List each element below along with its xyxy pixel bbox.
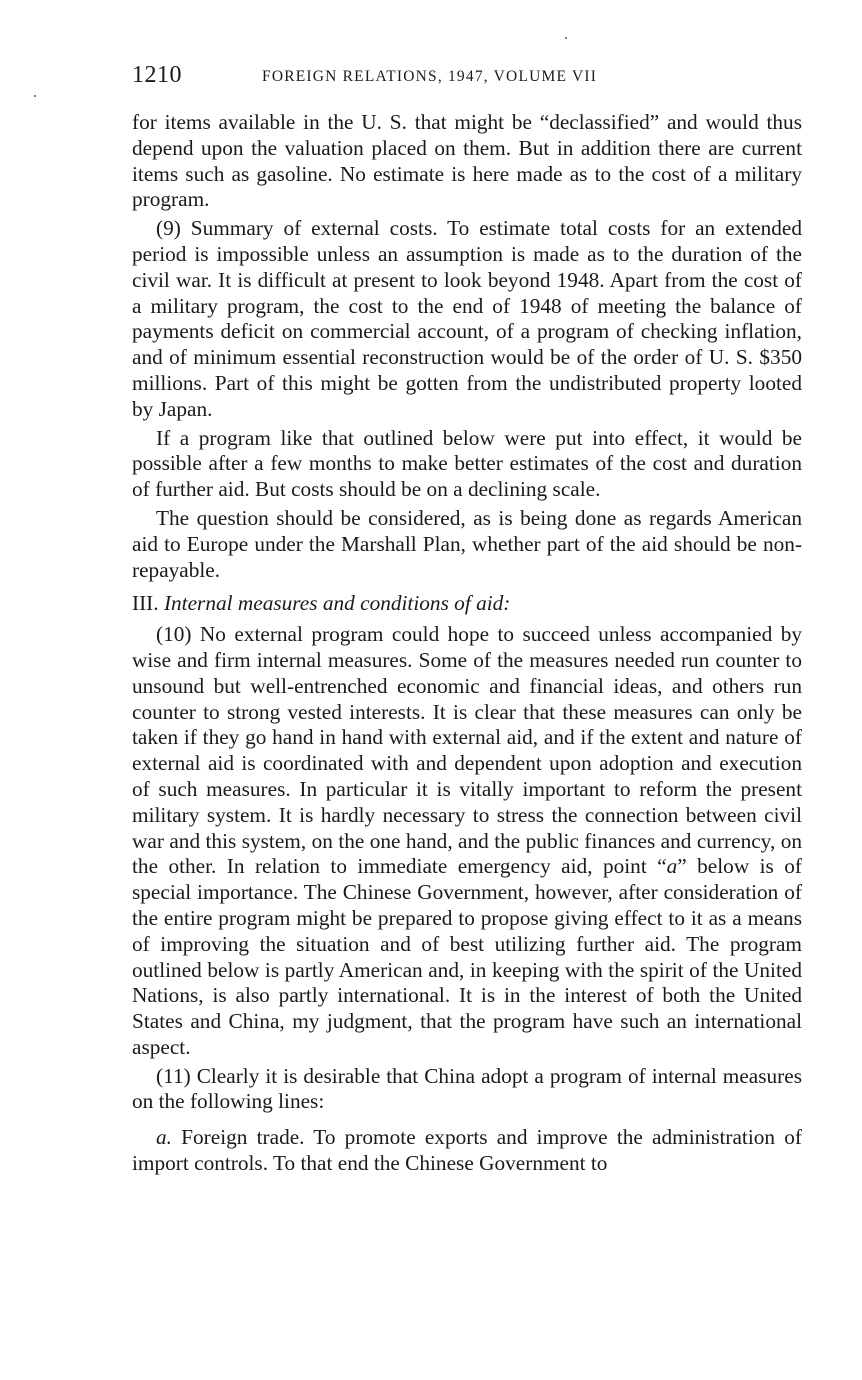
- section-title: Internal measures and conditions of aid:: [163, 591, 511, 616]
- document-page: [132, 62, 802, 1180]
- paragraph-continuation: for items available in the U. S. that might be “declassified” and would thus depend upon the valuation placed on them. But in addition there are current items such as gasoline. No estimate is here made as to the cost of a military program.: [132, 110, 802, 212]
- paragraph-text: (10) No external program could hope to succeed unless accompanied by wise and firm internal measures. Some of the measures needed run counter to unsound but well-entrenched economic and financial ideas, and others run counter to strong vested interests. It is clear that these measures can only be taken if they go hand in hand with external aid, and if the extent and nature of external aid is coordinated with and dependent upon adoption and execution of such measures. In particular it is vitally important to reform the present military system. It is hardly necessary to stress the connection between civil war and this system, on the one hand, and the public finances and currency, on the other. In relation to immediate emergency aid, point “: [132, 622, 802, 879]
- page-number: 1210: [132, 62, 182, 88]
- paragraph-marshall-plan: The question should be considered, as is being done as regards American aid to Europe under the Marshall Plan, whether part of the aid should be non-repayable.: [132, 505, 802, 582]
- item-label: a.: [156, 1125, 172, 1150]
- section-number: III.: [132, 591, 159, 616]
- paragraph-text: Foreign trade. To promote exports and improve the administration of import controls. To that end the Chinese Government to: [132, 1125, 802, 1176]
- paragraph-foreign-trade: [132, 1125, 802, 1177]
- section-heading: [132, 591, 802, 617]
- paragraph-summary-external-costs: (9) Summary of external costs. To estimate total costs for an extended period is impossible unless an assumption is made as to the duration of the civil war. It is difficult at present to look beyond 1948. Apart from the cost of a military program, the cost to the end of 1948 of meeting the balance of payments deficit on commercial account, of a program of checking inflation, and of minimum essential reconstruction would be of the order of U. S. $350 millions. Part of this might be gotten from the undistributed property looted by Japan.: [132, 216, 802, 421]
- paragraph-program-lines: (11) Clearly it is desirable that China adopt a program of internal measures on the following lines:: [132, 1063, 802, 1114]
- body-text: [132, 110, 802, 1177]
- point-reference: a: [666, 854, 678, 879]
- running-title: FOREIGN RELATIONS, 1947, VOLUME VII: [262, 68, 598, 85]
- running-head: [132, 62, 802, 94]
- paragraph-text: ” below is of special importance. The Chinese Government, however, after consideration of the entire program might be prepared to propose giving effect to it as a means of improving the situation and of best utilizing further aid. The program outlined below is partly American and, in keeping with the spirit of the United Nations, is also partly international. It is in the interest of both the United States and China, my judgment, that the program have such an international aspect.: [132, 854, 803, 1059]
- paragraph-internal-measures: [132, 622, 802, 1061]
- print-speck: [565, 37, 567, 39]
- paragraph-program-estimates: If a program like that outlined below were put into effect, it would be possible after a few months to make better estimates of the cost and duration of further aid. But costs should be on a declining scale.: [132, 425, 802, 502]
- print-speck: [34, 95, 36, 97]
